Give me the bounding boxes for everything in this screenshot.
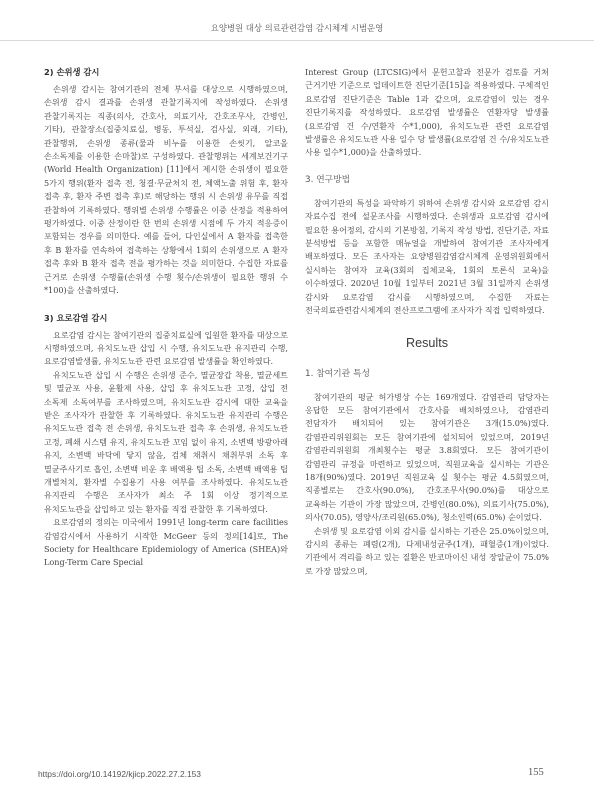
paragraph-catheter-practice: 유치도뇨관 삽입 시 수행은 손위생 준수, 멸균장갑 착용, 멸균세트 및 멸균포 사용, 윤활제 사용, 삽입 후 유치도뇨관 고정, 삽입 전 소독제 소독여부를 조사하였으며, 유치도뇨관 감시에 대한 교육을 받은 조사자가 관찰한 후 기록하였다. 유치도뇨관 유지관리 수행은 유치도뇨관 접촉 전 손위생, 유치도뇨관 접촉 후 손위생, 유치도뇨관 고정, 폐쇄 시스템 유지, 유치도뇨관 꼬임 없이 유지, 소변백 방광아래 유지, 소변백 바닥에 닿지 않음, 검체 채취시 채취부위 소독 후 멸균주사기로 흡인, 소변백 비운 후 배액용 팁 소독, 소변백 배액용 팁 개별처치, 환자별 수집용기 사용 여부를 조사하였다. 유치도뇨관 유지관리 수행은 조사자가 최소 주 1회 이상 정기적으로 유치도뇨관을 삽입하고 있는 환자를 직접 관찰한 후 기록하였다. — [44, 369, 288, 514]
doi-link[interactable]: https://doi.org/10.14192/kjicp.2022.27.2.153 — [38, 769, 201, 779]
section-heading-results: Results — [406, 335, 448, 350]
running-header: 요양병원 대상 의료관련감염 감시체계 시범운영 — [210, 23, 384, 33]
subheading-uti-surveillance: 3) 요로감염 감시 — [44, 312, 108, 323]
paragraph-methods: 참여기관의 특성을 파악하기 위하여 손위생 감시와 요로감염 감시 자료수집 전에 설문조사를 시행하였다. 손위생과 요로감염 감시에 필요한 용어정의, 감시의 기본방침, 기록지 작성 방법, 진단기준, 자료 분석방법 등을 포함한 매뉴얼을 개발하여 참여기관 조사자에게 배포하였다. 모든 조사자는 요양병원감염감시체계 운영위원회에서 실시하는 참여자 교육(3회의 집체교육, 1회의 토론식 교육)을 이수하였다. 2020년 10월 1일부터 2021년 3월 31일까지 손위생 감시와 요로감염 감시를 시행하였으며, 수집한 자료는 전국의료관련감시체계의 전산프로그램에 조사자가 직접 입력하였다. — [305, 197, 549, 316]
paragraph-other-surveillance: 손위생 및 요로감염 이외 감시를 실시하는 기관은 25.0%이었으며, 감시의 종류는 폐렴(2개), 다제내성균주(1개), 패혈증(1개)이었다. 기관에서 격리를 하고 있는 질환은 반코마이신 내성 장알균이 75.0%로 가장 많았으며, — [305, 525, 549, 576]
paragraph-criteria-continued: Interest Group (LTCSIG)에서 문헌고찰과 전문가 검토를 거쳐 근거기반 기준으로 업데이트한 진단기준[15]을 적용하였다. 구체적인 요로감염 진단기준은 Table 1과 같으며, 요로감염이 있는 경우 진단기록지를 작성하였다. 요로감염 발생률은 연환자당 발생률(요로감염 건 수/연환자 수*1,000), 유치도뇨관 관련 요로감염 발생률은 유치도뇨관 사용 일수 당 발생률(요로감염 건 수/유치도뇨관 사용 일수*1,000)을 산출하였다. — [305, 67, 549, 158]
left-column — [44, 66, 288, 570]
header-divider — [0, 40, 594, 41]
subheading-hand-hygiene: 2) 손위생 감시 — [44, 67, 100, 77]
section-title-participants: 1. 참여기관 특성 — [305, 368, 370, 379]
section-title-methods: 3. 연구방법 — [305, 174, 351, 185]
paragraph-uti-intro: 요로감염 감시는 참여기관의 집중치료실에 입원한 환자를 대상으로 시행하였으며, 유치도뇨관 삽입 시 수행, 유치도뇨관 유지관리 수행, 요로감염발생률, 유치도뇨관 관련 요로감염 발생률을 확인하였다. — [44, 329, 288, 367]
paragraph-hand-hygiene: 손위생 감시는 참여기관의 전체 부서를 대상으로 시행하였으며, 손위생 감시 결과를 손위생 관찰기록지에 작성하였다. 손위생 관찰기록지는 직종(의사, 간호사, 의료기사, 간호조무사, 간병인, 기타), 관찰장소(집중치료실, 병동, 투석실, 검사실, 외래, 기타), 관찰행위, 손위생 종류(물과 비누를 이용한 손씻기, 알코올 손소독제를 이용한 손마찰)로 구성하였다. 관찰행위는 세계보건기구(World Health Organization) [11]에서 제시한 손위생이 필요한 5가지 행위(환자 접촉 전, 청결·무균처치 전, 체액노출 위험 후, 환자 접촉 후, 환자 주변 접촉 후)로 해당하는 행위 시 손위생 유무를 직접 관찰하여 기록하였다. 행위별 손위생 수행률은 이중 산정을 적용하여 평가하였다. 이중 산정이란 한 번의 손위생 시점에 두 가지 적응증이 포함되는 경우를 의미한다. 예를 들어, 다인실에서 A 환자를 접촉한 후 B 환자를 연속하여 접촉하는 상황에서 1회의 손위생으로 A 환자 접촉 후와 B 환자 접촉 전을 평가하는 것을 의미한다. 수집한 자료를 근거로 손위생 수행률(손위생 수행 횟수/손위생이 필요한 행위 수*100)을 산출하였다. — [44, 84, 288, 296]
page-number: 155 — [528, 767, 544, 778]
right-column — [305, 66, 549, 578]
paragraph-participant-characteristics: 참여기관의 평균 허가병상 수는 169개였다. 감염관리 담당자는 응답한 모든 참여기관에서 간호사를 배치하였으나, 감염관리 전담자가 배치되어 있는 참여기관은 3개(15.0%)였다. 감염관리위원회는 모든 참여기관에 설치되어 있었으며, 2019년 감염관리위원회 개최횟수는 평균 3.8회였다. 모든 참여기관이 감염관리 규정을 마련하고 있었으며, 직원교육을 실시하는 기관은 18개(90%)였다. 2019년 직원교육 실 횟수는 평균 4.5회였으며, 직종별로는 간호사(90.0%), 간호조무사(90.0%)를 대상으로 교육하는 기관이 가장 많았으며, 간병인(80.0%), 의료기사(75.0%), 의사(70.05), 영양사/조리원(65.0%), 청소인력(65.0%) 순이었다. — [305, 391, 549, 523]
paragraph-uti-definition: 요로감염의 정의는 미국에서 1991년 long-term care facilities 감염감시에서 사용하기 시작한 McGeer 등의 정의[14]로, The Society for Healthcare Epidemiology of America (SHEA)와 Long-Term Care Special — [44, 517, 288, 568]
